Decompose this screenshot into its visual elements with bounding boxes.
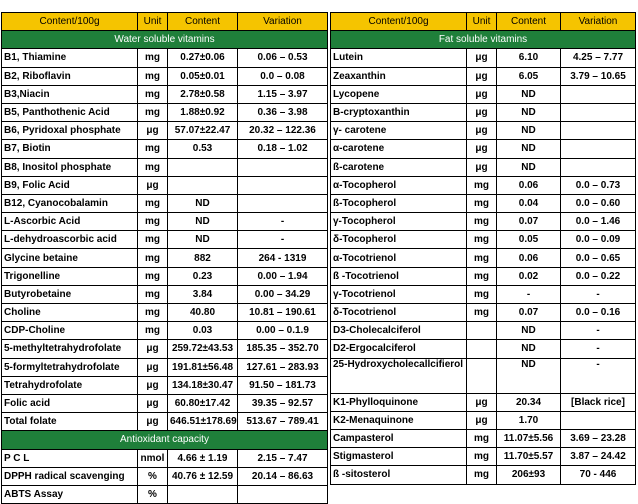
table-row (2, 158, 328, 176)
row-content: ND (497, 85, 561, 103)
row-variation: [Black rice] (561, 393, 636, 411)
row-unit: μg (467, 393, 497, 411)
row-variation: 20.32 – 122.36 (238, 122, 328, 140)
row-variation (561, 85, 636, 103)
row-label: γ- carotene (331, 122, 467, 140)
row-variation: - (561, 340, 636, 358)
table-row (2, 176, 328, 194)
row-variation: 264 - 1319 (238, 249, 328, 267)
row-unit: μg (138, 340, 168, 358)
row-content: 134.18±30.47 (168, 376, 238, 394)
row-label: Choline (2, 304, 138, 322)
row-label: B9, Folic Acid (2, 176, 138, 194)
row-content: ND (497, 322, 561, 340)
table-row (2, 49, 328, 67)
table-row (331, 122, 636, 140)
row-variation: 127.61 – 283.93 (238, 358, 328, 376)
row-variation: 0.0 – 0.65 (561, 249, 636, 267)
table-row (331, 340, 636, 358)
row-content: 3.84 (168, 285, 238, 303)
row-variation (561, 158, 636, 176)
row-content: 60.80±17.42 (168, 394, 238, 412)
row-content: - (497, 285, 561, 303)
section-row (2, 31, 328, 49)
table-row (2, 267, 328, 285)
header-cell: Variation (238, 13, 328, 31)
row-unit (467, 322, 497, 340)
table-row (2, 467, 328, 485)
table-row (2, 304, 328, 322)
row-label: B6, Pyridoxal phosphate (2, 122, 138, 140)
fat-soluble-table (330, 12, 636, 485)
row-unit: μg (467, 158, 497, 176)
row-variation (238, 485, 328, 503)
row-label: Tetrahydrofolate (2, 376, 138, 394)
row-content: 0.04 (497, 194, 561, 212)
table-row (331, 176, 636, 194)
row-unit: μg (467, 49, 497, 67)
row-content: 2.78±0.58 (168, 85, 238, 103)
table-row (2, 67, 328, 85)
row-label: ß -sitosterol (331, 466, 467, 484)
table-row (2, 394, 328, 412)
row-content: 206±93 (497, 466, 561, 484)
row-label: Glycine betaine (2, 249, 138, 267)
table-row (331, 231, 636, 249)
table-row (331, 249, 636, 267)
water-soluble-table (1, 12, 328, 504)
row-label: B2, Riboflavin (2, 67, 138, 85)
row-variation (238, 194, 328, 212)
row-unit: μg (138, 176, 168, 194)
row-label: ABTS Assay (2, 485, 138, 503)
row-unit (467, 340, 497, 358)
row-variation: 185.35 – 352.70 (238, 340, 328, 358)
row-unit: mg (138, 304, 168, 322)
row-content: 20.34 (497, 393, 561, 411)
table-row (331, 358, 636, 393)
table-row (331, 213, 636, 231)
table-row (2, 340, 328, 358)
section-title: Antioxidant capacity (2, 431, 328, 449)
table-row (2, 376, 328, 394)
table-row (331, 49, 636, 67)
row-label: B12, Cyanocobalamin (2, 194, 138, 212)
row-unit: μg (138, 413, 168, 431)
table-row (2, 249, 328, 267)
row-unit: mg (467, 231, 497, 249)
header-cell: Variation (561, 13, 636, 31)
row-label: B1, Thiamine (2, 49, 138, 67)
row-variation: 0.0 – 0.09 (561, 231, 636, 249)
row-content: 6.05 (497, 67, 561, 85)
row-unit: mg (138, 249, 168, 267)
row-content: ND (497, 340, 561, 358)
row-content: 0.03 (168, 322, 238, 340)
row-unit: mg (467, 448, 497, 466)
row-variation: 0.18 – 1.02 (238, 140, 328, 158)
row-unit: μg (467, 103, 497, 121)
header-cell: Content (497, 13, 561, 31)
row-unit: μg (467, 67, 497, 85)
table-row (2, 485, 328, 503)
table-row (2, 231, 328, 249)
row-content: 0.53 (168, 140, 238, 158)
row-label: L-Ascorbic Acid (2, 213, 138, 231)
row-variation: 20.14 – 86.63 (238, 467, 328, 485)
row-variation: 0.00 – 34.29 (238, 285, 328, 303)
row-label: D3-Cholecalciferol (331, 322, 467, 340)
row-content: 11.07±5.56 (497, 429, 561, 447)
row-label: Folic acid (2, 394, 138, 412)
row-content: 57.07±22.47 (168, 122, 238, 140)
row-content: 0.05 (497, 231, 561, 249)
row-label: B-cryptoxanthin (331, 103, 467, 121)
row-label: δ-Tocopherol (331, 231, 467, 249)
row-unit: mg (138, 67, 168, 85)
table-row (331, 322, 636, 340)
row-unit: mg (138, 49, 168, 67)
row-content: 0.23 (168, 267, 238, 285)
row-label: Lutein (331, 49, 467, 67)
row-unit: mg (138, 231, 168, 249)
row-unit: mg (467, 267, 497, 285)
table-row (2, 285, 328, 303)
row-label: B8, Inositol phosphate (2, 158, 138, 176)
row-variation (561, 122, 636, 140)
table-row (331, 140, 636, 158)
row-variation: - (561, 358, 636, 393)
row-variation: - (238, 213, 328, 231)
row-variation: 3.87 – 24.42 (561, 448, 636, 466)
row-content: 40.76 ± 12.59 (168, 467, 238, 485)
header-row (331, 13, 636, 31)
row-label: Zeaxanthin (331, 67, 467, 85)
row-label: 25-Hydroxycholecallcifierol (331, 358, 467, 393)
row-content: ND (497, 158, 561, 176)
row-unit: μg (138, 376, 168, 394)
row-variation: 0.0 – 1.46 (561, 213, 636, 231)
row-content: 882 (168, 249, 238, 267)
section-row (2, 431, 328, 449)
row-label: ß -Tocotrienol (331, 267, 467, 285)
row-label: DPPH radical scavenging (2, 467, 138, 485)
row-content: 259.72±43.53 (168, 340, 238, 358)
row-unit: mg (138, 285, 168, 303)
row-content: ND (497, 103, 561, 121)
row-variation: 1.15 – 3.97 (238, 85, 328, 103)
table-row (331, 466, 636, 484)
row-label: α-carotene (331, 140, 467, 158)
row-label: ß-Tocopherol (331, 194, 467, 212)
row-label: D2-Ergocalciferol (331, 340, 467, 358)
row-variation: 0.0 – 0.22 (561, 267, 636, 285)
row-content: 0.05±0.01 (168, 67, 238, 85)
row-content: ND (497, 140, 561, 158)
table-row (331, 67, 636, 85)
table-row (2, 213, 328, 231)
row-content: 646.51±178.69 (168, 413, 238, 431)
row-variation: 0.0 – 0.60 (561, 194, 636, 212)
table-row (2, 103, 328, 121)
row-label: K2-Menaquinone (331, 411, 467, 429)
row-variation: 4.25 – 7.77 (561, 49, 636, 67)
row-content (168, 158, 238, 176)
row-variation (561, 103, 636, 121)
header-cell: Unit (138, 13, 168, 31)
section-row (331, 31, 636, 49)
row-unit: mg (467, 213, 497, 231)
header-cell: Content/100g (2, 13, 138, 31)
row-label: B7, Biotin (2, 140, 138, 158)
row-content: 1.70 (497, 411, 561, 429)
row-variation: 91.50 – 181.73 (238, 376, 328, 394)
row-variation: 0.0 – 0.08 (238, 67, 328, 85)
row-label: α-Tocopherol (331, 176, 467, 194)
row-content: 40.80 (168, 304, 238, 322)
row-variation (238, 158, 328, 176)
row-content: 0.06 (497, 249, 561, 267)
row-unit: mg (138, 103, 168, 121)
row-content: 1.88±0.92 (168, 103, 238, 121)
table-row (2, 140, 328, 158)
table-row (2, 413, 328, 431)
table-row (2, 449, 328, 467)
row-label: Campasterol (331, 429, 467, 447)
row-label: ß-carotene (331, 158, 467, 176)
row-content: 6.10 (497, 49, 561, 67)
row-unit: μg (138, 394, 168, 412)
table-row (2, 358, 328, 376)
table-row (331, 267, 636, 285)
row-label: P C L (2, 449, 138, 467)
table-row (331, 448, 636, 466)
table-row (2, 85, 328, 103)
section-title: Water soluble vitamins (2, 31, 328, 49)
header-cell: Content (168, 13, 238, 31)
row-label: B3,Niacin (2, 85, 138, 103)
header-cell: Content/100g (331, 13, 467, 31)
row-unit: mg (467, 176, 497, 194)
table-row (331, 411, 636, 429)
row-unit: mg (138, 213, 168, 231)
header-cell: Unit (467, 13, 497, 31)
row-label: B5, Panthothenic Acid (2, 103, 138, 121)
row-unit: mg (467, 194, 497, 212)
table-row (331, 429, 636, 447)
row-content: 0.07 (497, 213, 561, 231)
row-label: Lycopene (331, 85, 467, 103)
row-content: ND (168, 194, 238, 212)
row-unit: mg (138, 85, 168, 103)
row-variation: 2.15 – 7.47 (238, 449, 328, 467)
row-unit: mg (138, 194, 168, 212)
row-unit: μg (467, 411, 497, 429)
row-unit: % (138, 485, 168, 503)
row-content: ND (497, 358, 561, 393)
row-variation: 0.06 – 0.53 (238, 49, 328, 67)
row-label: Trigonelline (2, 267, 138, 285)
row-label: γ-Tocotrienol (331, 285, 467, 303)
row-content: ND (168, 231, 238, 249)
row-unit: μg (138, 122, 168, 140)
row-variation: 0.0 – 0.16 (561, 304, 636, 322)
row-unit: mg (467, 429, 497, 447)
row-variation: 39.35 – 92.57 (238, 394, 328, 412)
row-content: ND (497, 122, 561, 140)
row-label: K1-Phylloquinone (331, 393, 467, 411)
row-content: 0.07 (497, 304, 561, 322)
row-unit: μg (467, 140, 497, 158)
row-variation (561, 411, 636, 429)
row-unit: μg (467, 85, 497, 103)
row-content: 0.02 (497, 267, 561, 285)
row-label: α-Tocotrienol (331, 249, 467, 267)
row-variation: 0.0 – 0.73 (561, 176, 636, 194)
row-variation: - (561, 322, 636, 340)
table-row (331, 158, 636, 176)
row-unit: mg (138, 158, 168, 176)
row-unit: mg (467, 249, 497, 267)
header-row (2, 13, 328, 31)
row-unit: mg (138, 322, 168, 340)
section-title: Fat soluble vitamins (331, 31, 636, 49)
row-variation: 513.67 – 789.41 (238, 413, 328, 431)
row-label: 5-methyltetrahydrofolate (2, 340, 138, 358)
row-unit: μg (138, 358, 168, 376)
table-row (331, 103, 636, 121)
row-label: Butyrobetaine (2, 285, 138, 303)
row-variation (561, 140, 636, 158)
row-label: Stigmasterol (331, 448, 467, 466)
row-content: 0.27±0.06 (168, 49, 238, 67)
row-variation: 70 - 446 (561, 466, 636, 484)
row-variation: - (561, 285, 636, 303)
row-content (168, 485, 238, 503)
row-unit (467, 358, 497, 393)
row-variation: 0.00 – 1.94 (238, 267, 328, 285)
row-unit: mg (467, 466, 497, 484)
row-label: γ-Tocopherol (331, 213, 467, 231)
row-content: 11.70±5.57 (497, 448, 561, 466)
table-row (331, 285, 636, 303)
table-row (2, 322, 328, 340)
row-content (168, 176, 238, 194)
table-row (331, 85, 636, 103)
row-unit: % (138, 467, 168, 485)
row-content: 0.06 (497, 176, 561, 194)
table-row (2, 194, 328, 212)
row-content: ND (168, 213, 238, 231)
table-row (331, 304, 636, 322)
row-unit: μg (467, 122, 497, 140)
row-variation: 0.00 – 0.1.9 (238, 322, 328, 340)
table-row (2, 122, 328, 140)
row-variation: 10.81 – 190.61 (238, 304, 328, 322)
row-label: δ-Tocotrienol (331, 304, 467, 322)
table-row (331, 393, 636, 411)
row-unit: nmol (138, 449, 168, 467)
row-label: L-dehydroascorbic acid (2, 231, 138, 249)
row-label: Total folate (2, 413, 138, 431)
row-content: 191.81±56.48 (168, 358, 238, 376)
table-row (331, 194, 636, 212)
row-variation: 3.69 – 23.28 (561, 429, 636, 447)
row-label: CDP-Choline (2, 322, 138, 340)
row-variation: 3.79 – 10.65 (561, 67, 636, 85)
row-unit: mg (138, 267, 168, 285)
row-variation: 0.36 – 3.98 (238, 103, 328, 121)
row-variation: - (238, 231, 328, 249)
row-content: 4.66 ± 1.19 (168, 449, 238, 467)
row-label: 5-formyltetrahydrofolate (2, 358, 138, 376)
row-unit: mg (467, 285, 497, 303)
row-unit: mg (467, 304, 497, 322)
row-unit: mg (138, 140, 168, 158)
row-variation (238, 176, 328, 194)
